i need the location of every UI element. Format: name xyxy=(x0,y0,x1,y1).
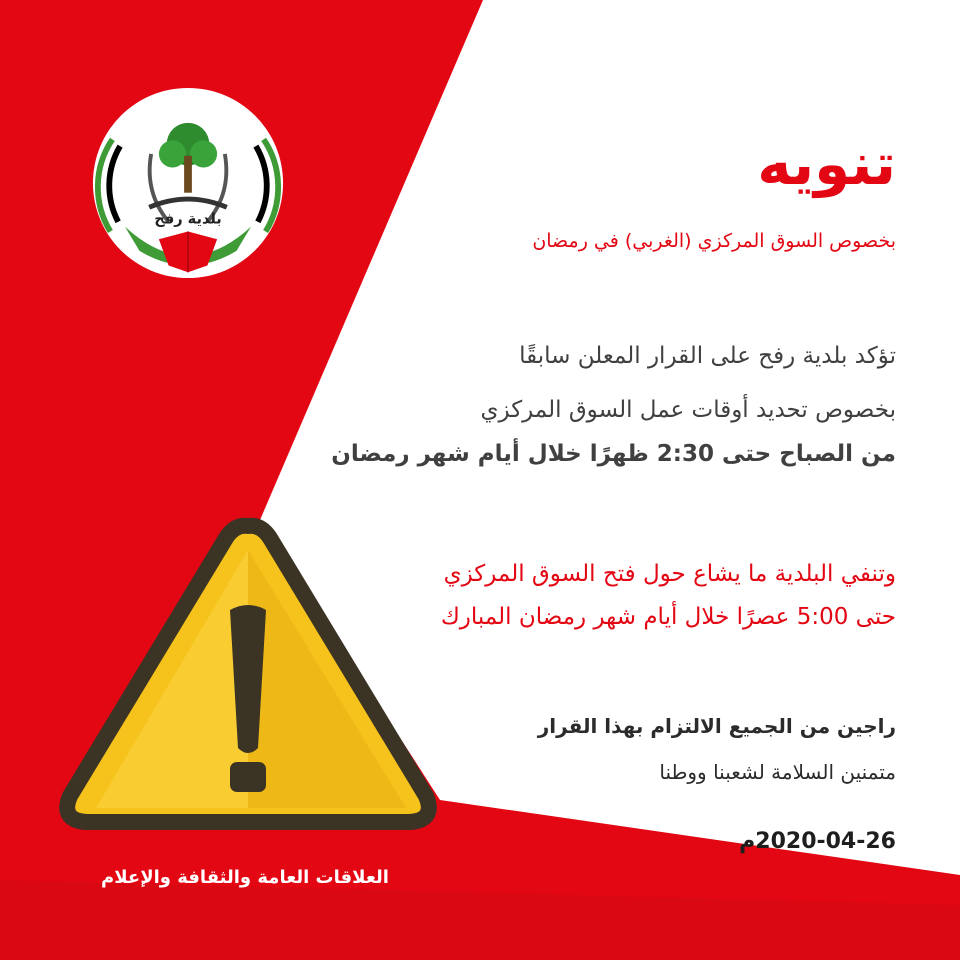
subtitle: بخصوص السوق المركزي (الغربي) في رمضان xyxy=(532,230,896,252)
paragraph1-line1: تؤكد بلدية رفح على القرار المعلن سابقًا xyxy=(519,343,896,369)
warning-triangle-icon xyxy=(56,516,440,836)
paragraph3-line2: متمنين السلامة لشعبنا ووطنا xyxy=(659,760,896,784)
paragraph1-line3: من الصباح حتى 2:30 ظهرًا خلال أيام شهر رمضان xyxy=(331,441,896,467)
logo-text: بلدية رفح xyxy=(154,210,222,228)
paragraph1-line2: بخصوص تحديد أوقات عمل السوق المركزي xyxy=(480,397,896,423)
footer-department: العلاقات العامة والثقافة والإعلام xyxy=(101,867,389,888)
paragraph2-line2: حتى 5:00 عصرًا خلال أيام شهر رمضان المبارك xyxy=(440,604,896,630)
date-label: 2020-04-26م xyxy=(739,829,896,854)
paragraph2-line1: وتنفي البلدية ما يشاع حول فتح السوق المركزي xyxy=(443,561,896,587)
paragraph3-line1: راجين من الجميع الالتزام بهذا القرار xyxy=(537,714,896,738)
page-title: تنويه xyxy=(757,130,896,198)
municipality-logo xyxy=(91,86,285,280)
